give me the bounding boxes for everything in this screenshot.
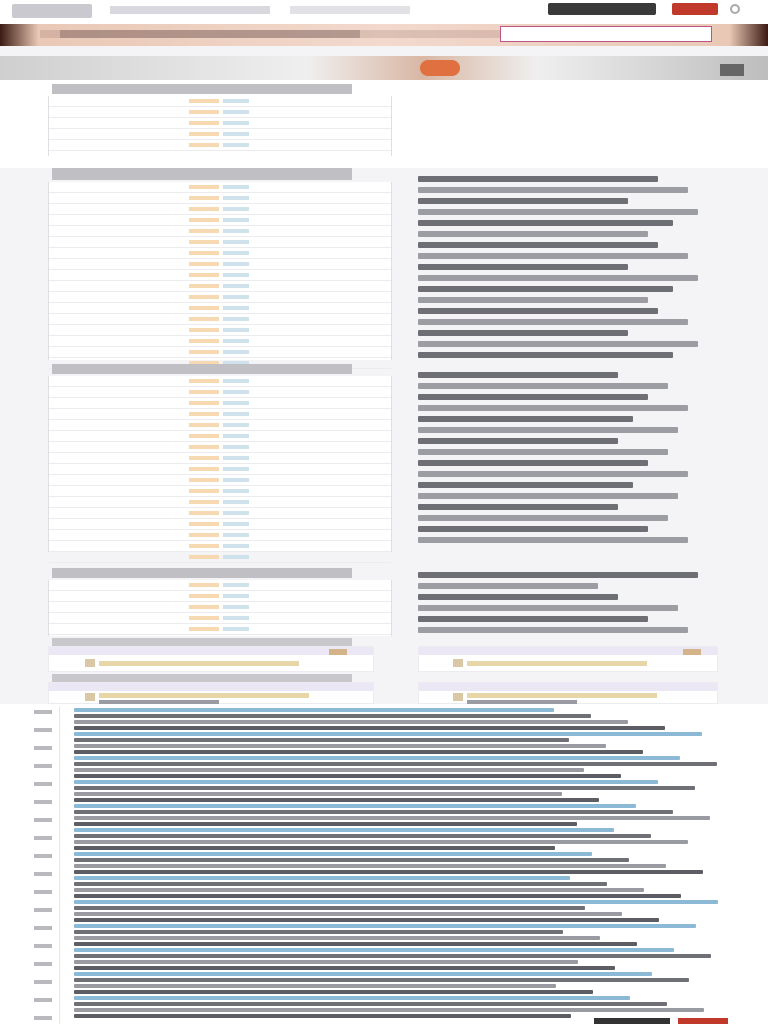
code-lines: [74, 706, 734, 1024]
code-line: [74, 834, 651, 838]
code-line: [74, 822, 577, 826]
list-item[interactable]: [418, 187, 688, 193]
code-line: [74, 732, 702, 736]
code-line: [74, 750, 643, 754]
code-line: [74, 762, 717, 766]
panel-row: [49, 508, 391, 519]
code-line: [74, 960, 578, 964]
search-icon[interactable]: [730, 4, 740, 14]
code-line: [74, 936, 600, 940]
code-line: [74, 714, 591, 718]
hero-banner: [0, 56, 768, 80]
panel-row: [49, 519, 391, 530]
code-line: [74, 870, 703, 874]
list-item[interactable]: [418, 275, 698, 281]
section-heading-2: [52, 168, 352, 180]
list-item[interactable]: [418, 526, 648, 532]
list-item[interactable]: [418, 198, 628, 204]
line-number: [34, 800, 52, 804]
list-item[interactable]: [418, 341, 698, 347]
list-item[interactable]: [418, 330, 628, 336]
panel-row: [49, 602, 391, 613]
code-line: [74, 924, 696, 928]
line-number: [34, 728, 52, 732]
panel-row: [49, 129, 391, 140]
hero-accent-badge: [420, 60, 460, 76]
line-number: [34, 998, 52, 1002]
list-item[interactable]: [418, 231, 648, 237]
list-item[interactable]: [418, 616, 648, 622]
list-item[interactable]: [418, 515, 668, 521]
related-heading-1: [52, 638, 352, 646]
code-line: [74, 858, 629, 862]
code-line: [74, 918, 659, 922]
list-item[interactable]: [418, 605, 678, 611]
code-line: [74, 1014, 571, 1018]
related-card[interactable]: [418, 682, 718, 704]
list-item[interactable]: [418, 482, 633, 488]
section-panel-1: [48, 96, 392, 156]
panel-row: [49, 591, 391, 602]
panel-row: [49, 475, 391, 486]
code-line: [74, 972, 652, 976]
related-card[interactable]: [48, 646, 374, 672]
code-line: [74, 942, 637, 946]
line-number: [34, 764, 52, 768]
list-item[interactable]: [418, 405, 688, 411]
line-number: [34, 818, 52, 822]
section-list-3: [418, 372, 708, 548]
line-number: [34, 854, 52, 858]
list-item[interactable]: [418, 583, 598, 589]
panel-row: [49, 107, 391, 118]
list-item[interactable]: [418, 253, 688, 259]
code-line: [74, 804, 636, 808]
line-number: [34, 710, 52, 714]
code-line: [74, 966, 615, 970]
footer-action-dark[interactable]: [594, 1018, 670, 1024]
list-item[interactable]: [418, 438, 618, 444]
panel-row: [49, 140, 391, 151]
panel-row: [49, 409, 391, 420]
code-line: [74, 828, 614, 832]
panel-row: [49, 182, 391, 193]
section-heading-4: [52, 568, 352, 578]
panel-row: [49, 530, 391, 541]
list-item[interactable]: [418, 449, 668, 455]
code-line: [74, 774, 621, 778]
list-item[interactable]: [418, 352, 673, 358]
list-item[interactable]: [418, 286, 673, 292]
list-item[interactable]: [418, 471, 688, 477]
list-item[interactable]: [418, 627, 688, 633]
panel-row: [49, 336, 391, 347]
top-nav-primary[interactable]: [110, 6, 270, 14]
panel-row: [49, 314, 391, 325]
code-line: [74, 810, 673, 814]
list-item[interactable]: [418, 308, 658, 314]
panel-row: [49, 96, 391, 107]
list-item[interactable]: [418, 504, 618, 510]
panel-row: [49, 442, 391, 453]
list-item[interactable]: [418, 176, 658, 182]
line-number: [34, 926, 52, 930]
code-line: [74, 990, 593, 994]
code-line: [74, 708, 554, 712]
line-number: [34, 872, 52, 876]
code-line: [74, 840, 688, 844]
line-number: [34, 944, 52, 948]
list-item[interactable]: [418, 383, 668, 389]
code-line: [74, 786, 695, 790]
panel-row: [49, 387, 391, 398]
section-panel-2: [48, 182, 392, 360]
panel-row: [49, 204, 391, 215]
code-line: [74, 912, 622, 916]
list-item[interactable]: [418, 297, 648, 303]
list-item[interactable]: [418, 394, 648, 400]
code-line: [74, 726, 665, 730]
footer-action-red[interactable]: [678, 1018, 728, 1024]
hero-button[interactable]: [720, 64, 744, 76]
panel-row: [49, 613, 391, 624]
list-item[interactable]: [418, 572, 698, 578]
code-line: [74, 798, 599, 802]
panel-row: [49, 303, 391, 314]
line-number: [34, 836, 52, 840]
panel-row: [49, 325, 391, 336]
site-logo[interactable]: [12, 4, 92, 18]
code-line: [74, 720, 628, 724]
panel-row: [49, 580, 391, 591]
code-line: [74, 738, 569, 742]
code-line: [74, 894, 681, 898]
panel-row: [49, 486, 391, 497]
code-line: [74, 882, 607, 886]
panel-row: [49, 215, 391, 226]
panel-row: [49, 347, 391, 358]
login-button[interactable]: [548, 3, 656, 15]
section-list-4: [418, 572, 708, 638]
panel-row: [49, 226, 391, 237]
panel-row: [49, 248, 391, 259]
code-line: [74, 864, 666, 868]
code-line: [74, 900, 718, 904]
code-line: [74, 780, 658, 784]
panel-row: [49, 193, 391, 204]
line-number: [34, 890, 52, 894]
code-line: [74, 984, 556, 988]
code-line: [74, 888, 644, 892]
line-number: [34, 980, 52, 984]
section-panel-3: [48, 376, 392, 552]
code-line: [74, 756, 680, 760]
top-nav-secondary[interactable]: [290, 6, 410, 14]
line-number: [34, 908, 52, 912]
panel-row: [49, 281, 391, 292]
code-line: [74, 852, 592, 856]
signup-button[interactable]: [672, 3, 718, 15]
code-line: [74, 1008, 704, 1012]
list-item[interactable]: [418, 537, 688, 543]
line-number-gutter: [0, 706, 60, 1024]
code-line: [74, 996, 630, 1000]
code-line: [74, 948, 674, 952]
section-heading-3: [52, 364, 352, 374]
panel-row: [49, 431, 391, 442]
list-item[interactable]: [418, 242, 658, 248]
related-card[interactable]: [48, 682, 374, 704]
panel-row: [49, 453, 391, 464]
list-item[interactable]: [418, 319, 688, 325]
promo-headline: [60, 30, 360, 38]
code-line: [74, 906, 585, 910]
code-line: [74, 744, 606, 748]
code-line: [74, 1002, 667, 1006]
panel-row: [49, 420, 391, 431]
list-item[interactable]: [418, 460, 648, 466]
code-line: [74, 978, 689, 982]
code-line: [74, 816, 710, 820]
line-number: [34, 962, 52, 966]
panel-row: [49, 376, 391, 387]
panel-row: [49, 398, 391, 409]
list-item[interactable]: [418, 493, 678, 499]
panel-row: [49, 292, 391, 303]
panel-row: [49, 497, 391, 508]
line-number: [34, 1016, 52, 1020]
section-list-2: [418, 176, 708, 363]
code-line: [74, 954, 711, 958]
related-card[interactable]: [418, 646, 718, 672]
related-heading-2: [52, 674, 352, 682]
panel-row: [49, 541, 391, 552]
promo-search-box[interactable]: [500, 26, 712, 42]
section-panel-4: [48, 580, 392, 636]
code-line: [74, 792, 562, 796]
panel-row: [49, 259, 391, 270]
list-item[interactable]: [418, 209, 698, 215]
section-heading-1: [52, 84, 352, 94]
code-line: [74, 846, 555, 850]
list-item[interactable]: [418, 427, 678, 433]
panel-row: [49, 464, 391, 475]
list-item[interactable]: [418, 264, 628, 270]
list-item[interactable]: [418, 594, 618, 600]
code-line: [74, 768, 584, 772]
line-number: [34, 746, 52, 750]
code-line: [74, 876, 570, 880]
list-item[interactable]: [418, 372, 618, 378]
panel-row: [49, 237, 391, 248]
list-item[interactable]: [418, 220, 673, 226]
panel-row: [49, 624, 391, 635]
panel-row: [49, 552, 391, 563]
line-number: [34, 782, 52, 786]
panel-row: [49, 118, 391, 129]
list-item[interactable]: [418, 416, 633, 422]
panel-row: [49, 270, 391, 281]
code-line: [74, 930, 563, 934]
